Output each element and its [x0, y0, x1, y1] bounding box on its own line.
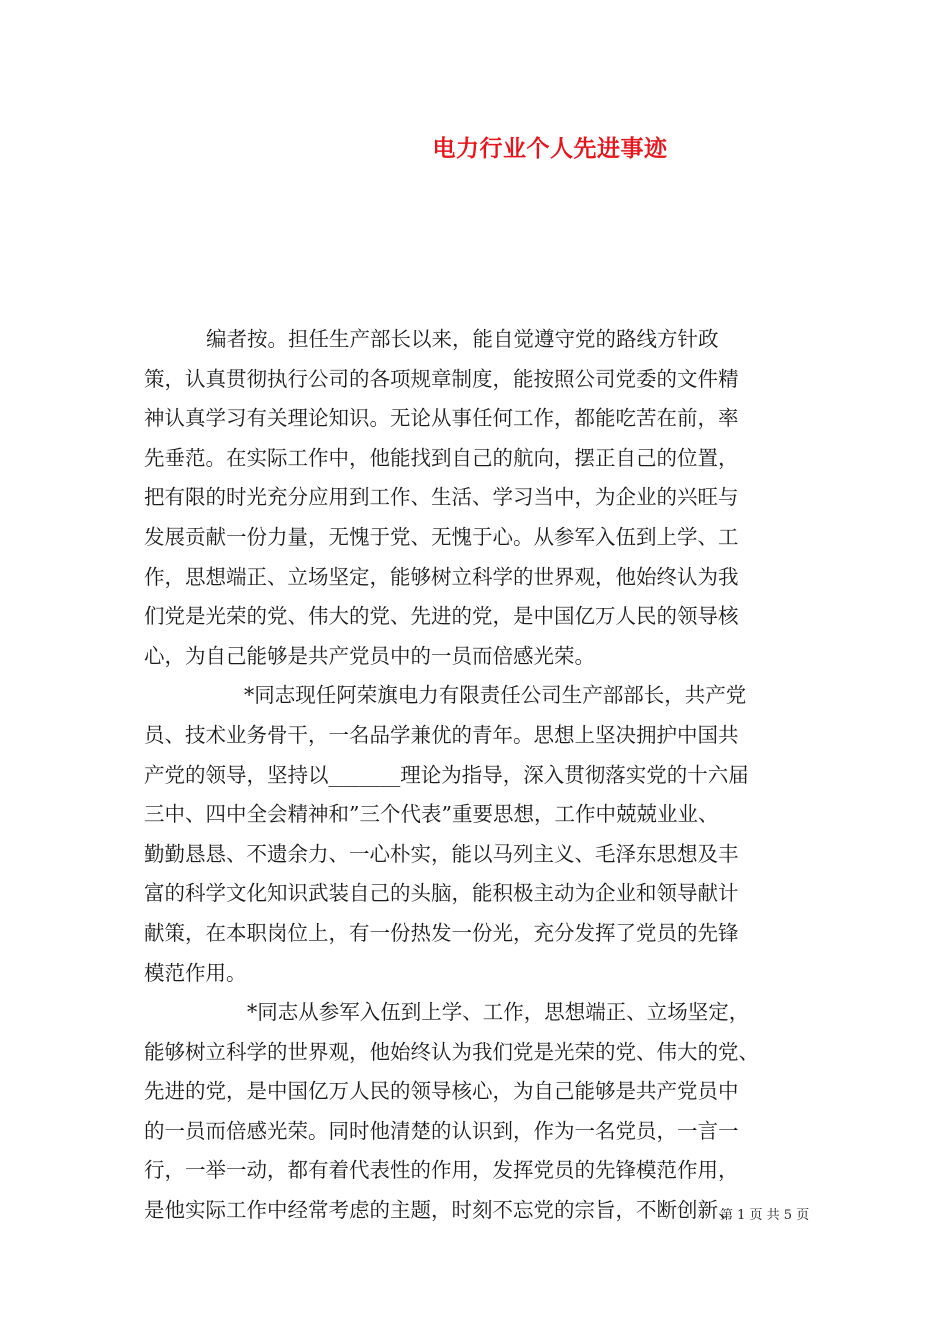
- text-line: 能够树立科学的世界观，他始终认为我们党是光荣的党、伟大的党、: [144, 1039, 759, 1064]
- text-line: 先垂范。在实际工作中，他能找到自己的航向，摆正自己的位置，: [144, 445, 739, 470]
- text-line: 三中、四中全会精神和”三个代表”重要思想，工作中兢兢业业、: [144, 802, 719, 827]
- text-line: 们党是光荣的党、伟大的党、先进的党，是中国亿万人民的领导核: [144, 604, 739, 629]
- text-line: 发展贡献一份力量，无愧于党、无愧于心。从参军入伍到上学、工: [144, 524, 739, 549]
- text-line: 产党的领导，坚持以_______理论为指导，深入贯彻落实党的十六届: [144, 762, 749, 787]
- text-line: 把有限的时光充分应用到工作、生活、学习当中，为企业的兴旺与: [144, 485, 739, 510]
- text-line: 行，一举一动，都有着代表性的作用，发挥党员的先锋模范作用，: [144, 1158, 739, 1183]
- page-number-footer: 第 1 页 共 5 页: [720, 1208, 810, 1223]
- text-line: 的一员而倍感光荣。同时他清楚的认识到，作为一名党员，一言一: [144, 1118, 739, 1143]
- text-line: 献策，在本职岗位上，有一份热发一份光，充分发挥了党员的先锋: [144, 920, 739, 945]
- text-line: *同志从参军入伍到上学、工作，思想端正、立场坚定，: [247, 1000, 750, 1025]
- paragraph-editor-note: [144, 320, 812, 676]
- document-body: [144, 320, 812, 1231]
- text-line: 神认真学习有关理论知识。无论从事任何工作，都能吃苦在前，率: [144, 406, 739, 431]
- text-line: *同志现任阿荣旗电力有限责任公司生产部部长，共产党: [244, 683, 747, 708]
- paragraph-background: [144, 993, 812, 1231]
- text-line: 作，思想端正、立场坚定，能够树立科学的世界观，他始终认为我: [144, 564, 739, 589]
- text-line: 策，认真贯彻执行公司的各项规章制度，能按照公司党委的文件精: [144, 366, 739, 391]
- text-line: 是他实际工作中经常考虑的主题，时刻不忘党的宗旨，不断创新、: [144, 1198, 739, 1223]
- text-line: 勤勤恳恳、不遗余力、一心朴实，能以马列主义、毛泽东思想及丰: [144, 841, 739, 866]
- paragraph-current-position: [144, 676, 812, 993]
- text-line: 员、技术业务骨干，一名品学兼优的青年。思想上坚决拥护中国共: [144, 722, 739, 747]
- text-line: 心，为自己能够是共产党员中的一员而倍感光荣。: [144, 643, 595, 668]
- text-line: 编者按。担任生产部长以来，能自觉遵守党的路线方针政: [206, 327, 719, 351]
- text-line: 模范作用。: [144, 960, 247, 985]
- text-line: 富的科学文化知识武装自己的头脑，能积极主动为企业和领导献计: [144, 881, 739, 906]
- document-title: 电力行业个人先进事迹: [432, 136, 668, 162]
- text-line: 先进的党，是中国亿万人民的领导核心，为自己能够是共产党员中: [144, 1079, 739, 1104]
